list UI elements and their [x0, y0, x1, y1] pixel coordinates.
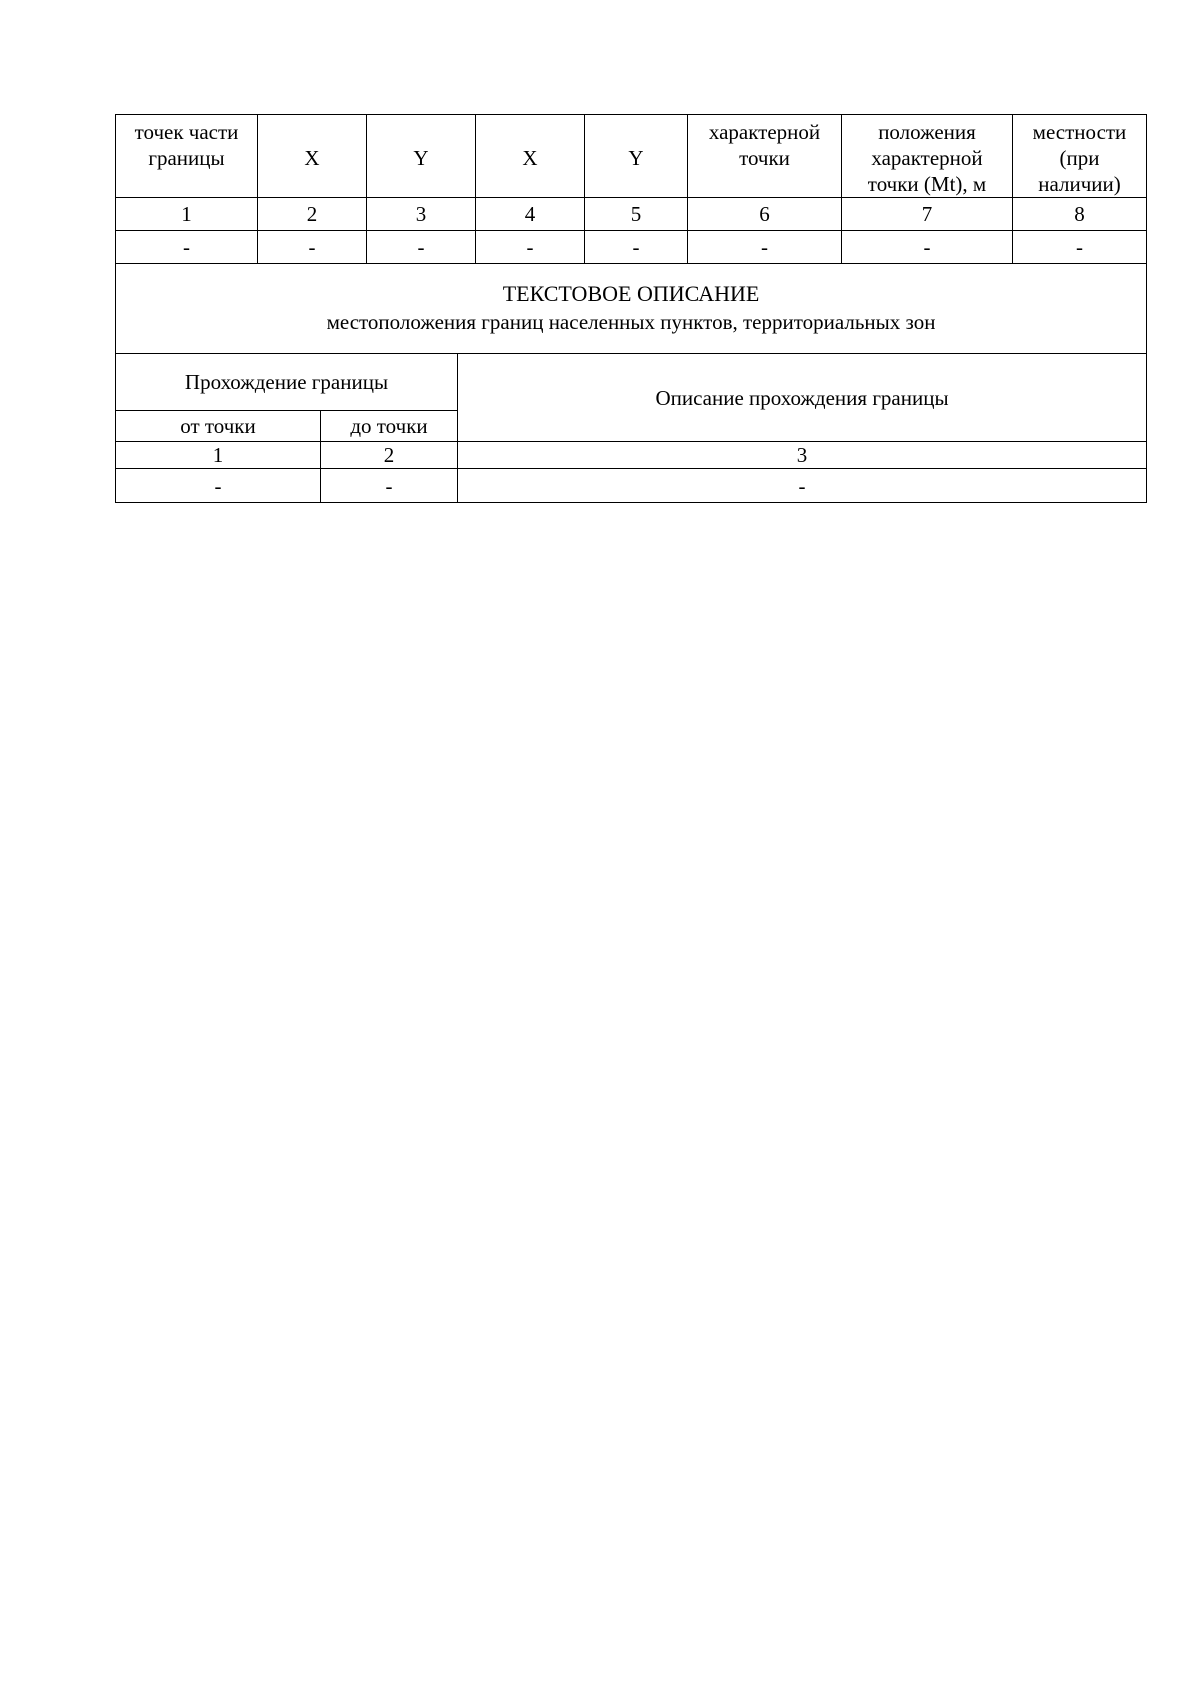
header-points-part: точек части границы: [116, 115, 258, 198]
number-cell: 7: [842, 198, 1013, 231]
table-cell: -: [476, 231, 585, 264]
number-cell: 6: [688, 198, 842, 231]
header-x-1: X: [258, 115, 367, 198]
table-cell: -: [258, 231, 367, 264]
number-cell: 4: [476, 198, 585, 231]
table-cell: -: [688, 231, 842, 264]
table-cell: -: [842, 231, 1013, 264]
number-cell: 2: [258, 198, 367, 231]
number-cell: 2: [321, 442, 458, 469]
coordinates-table: [115, 114, 1147, 264]
coordinates-number-row: [116, 198, 1147, 231]
table-cell: -: [1013, 231, 1147, 264]
header-position-accuracy: положения характерной точки (Mt), м: [842, 115, 1013, 198]
description-number-row: [116, 442, 1147, 469]
passage-header-row: [116, 354, 1147, 411]
text-description-table: [115, 263, 1147, 503]
table-cell: -: [116, 231, 258, 264]
section-subtitle: местоположения границ населенных пунктов, территориальных зон: [326, 310, 936, 334]
coordinates-header-row: [116, 115, 1147, 198]
description-title-row: [116, 263, 1147, 354]
table-cell: -: [367, 231, 476, 264]
table-cell: -: [321, 469, 458, 503]
table-cell: -: [116, 469, 321, 503]
table-row: [116, 231, 1147, 264]
from-point-header: от точки: [116, 411, 321, 442]
section-title: ТЕКСТОВОЕ ОПИСАНИЕ: [502, 281, 760, 306]
table-cell: -: [458, 469, 1147, 503]
number-cell: 3: [367, 198, 476, 231]
header-x-2: X: [476, 115, 585, 198]
number-cell: 1: [116, 442, 321, 469]
description-title-cell: [116, 263, 1147, 354]
table-cell: -: [585, 231, 688, 264]
header-terrain: местности (при наличии): [1013, 115, 1147, 198]
number-cell: 5: [585, 198, 688, 231]
number-cell: 3: [458, 442, 1147, 469]
header-y-2: Y: [585, 115, 688, 198]
description-header: Описание прохождения границы: [458, 354, 1147, 442]
table-row: [116, 469, 1147, 503]
to-point-header: до точки: [321, 411, 458, 442]
header-y-1: Y: [367, 115, 476, 198]
passage-header: Прохождение границы: [116, 354, 458, 411]
number-cell: 8: [1013, 198, 1147, 231]
number-cell: 1: [116, 198, 258, 231]
header-characteristic-point: характерной точки: [688, 115, 842, 198]
